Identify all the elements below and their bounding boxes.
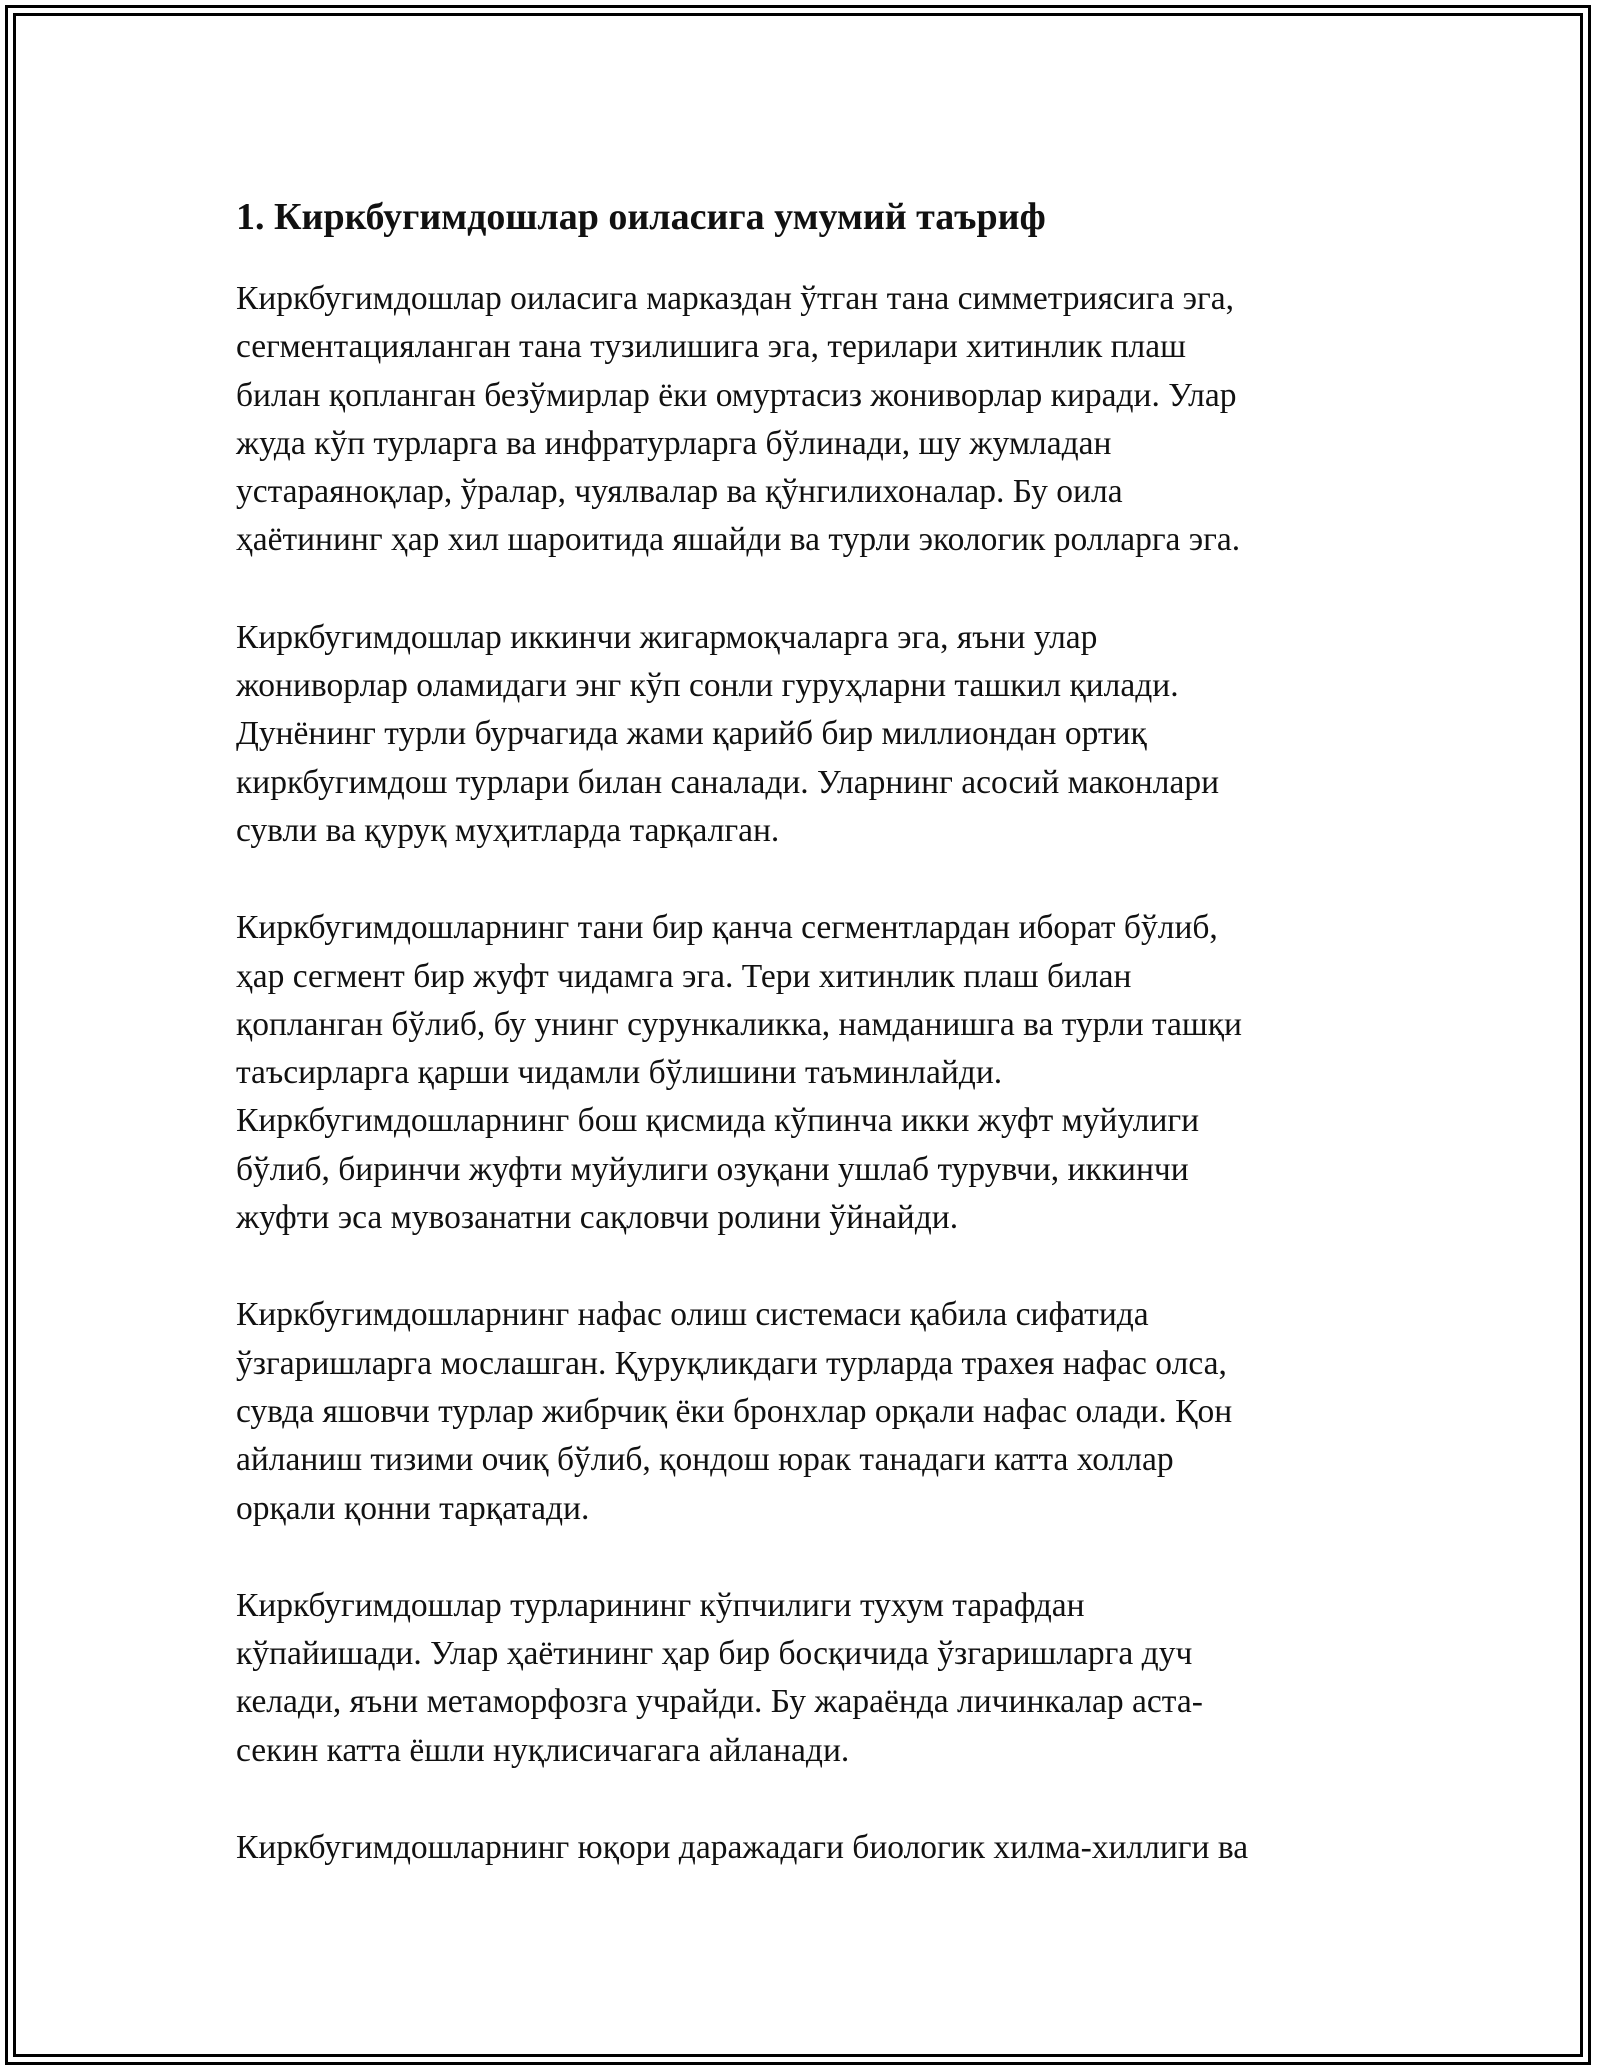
paragraph-line: кўпайишади. Улар ҳаётининг ҳар бир босқичида ўзгаришларга дуч — [236, 1635, 1193, 1673]
paragraph-line: Киркбугимдошларнинг бош қисмида кўпинча икки жуфт муйулиги — [236, 1102, 1200, 1140]
paragraph-line: айланиш тизими очиқ бўлиб, қондош юрак танадаги катта холлар — [236, 1441, 1174, 1479]
paragraph-line: Киркбугимдошларнинг тани бир қанча сегментлардан иборат бўлиб, — [236, 909, 1218, 947]
document-body — [236, 186, 1356, 1872]
paragraph-line: ҳар сегмент бир жуфт чидамга эга. Тери хитинлик плаш билан — [236, 957, 1132, 995]
paragraph-line: Киркбугимдошлар иккинчи жигармоқчаларга эга, яъни улар — [236, 618, 1098, 656]
paragraph-line: сегментацияланган тана тузилишига эга, терилари хитинлик плаш — [236, 328, 1186, 366]
paragraph-line: жуфти эса мувозанатни сақловчи ролини ўйнайди. — [236, 1199, 959, 1237]
paragraph-line: секин катта ёшли нуқлисичагага айланади. — [236, 1731, 850, 1769]
paragraph-line: орқали қонни тарқатади. — [236, 1489, 590, 1527]
paragraph-4 — [236, 1291, 1356, 1532]
paragraph-line: ҳаётининг ҳар хил шароитида яшайди ва турли экологик ролларга эга. — [236, 521, 1241, 559]
paragraph-6 — [236, 1824, 1356, 1872]
paragraph-5 — [236, 1582, 1356, 1775]
paragraph-line: сувда яшовчи турлар жибрчиқ ёки бронхлар орқали нафас олади. Қон — [236, 1392, 1233, 1430]
paragraph-line: устараяноқлар, ўралар, чуялвалар ва қўнгилихоналар. Бу оила — [236, 473, 1123, 511]
paragraph-line: Киркбугимдошлар оиласига марказдан ўтган тана симметриясига эга, — [236, 280, 1234, 317]
paragraph-line: сувли ва қуруқ муҳитларда тарқалган. — [236, 811, 780, 849]
paragraph-line: бўлиб, биринчи жуфти муйулиги озуқани ушлаб турувчи, иккинчи — [236, 1150, 1189, 1188]
paragraph-line: Киркбугимдошлар турларининг кўпчилиги тухум тарафдан — [236, 1586, 1085, 1624]
paragraph-line: қопланган бўлиб, бу унинг сурункаликка, намданишга ва турли ташқи — [236, 1005, 1242, 1043]
paragraph-line: келади, яъни метаморфозга учрайди. Бу жараёнда личинкалар аста- — [236, 1683, 1203, 1721]
paragraph-line: киркбугимдош турлари билан саналади. Уларнинг асосий маконлари — [236, 763, 1219, 801]
paragraph-line: Киркбугимдошларнинг нафас олиш системаси қабила сифатида — [236, 1296, 1149, 1334]
paragraph-line: таъсирларга қарши чидамли бўлишини таъминлайди. — [236, 1054, 1003, 1092]
paragraph-line: жуда кўп турларга ва инфратурларга бўлинади, шу жумладан — [236, 424, 1112, 462]
paragraph-1 — [236, 275, 1356, 565]
paragraph-line: жониворлар оламидаги энг кўп сонли гуруҳларни ташкил қилади. — [236, 667, 1179, 705]
paragraph-line: ўзгаришларга мослашган. Қуруқликдаги турларда трахея нафас олса, — [236, 1344, 1227, 1382]
paragraph-2 — [236, 614, 1356, 855]
paragraph-line: Дунёнинг турли бурчагида жами қарийб бир миллиондан ортиқ — [236, 715, 1147, 753]
paragraph-3 — [236, 904, 1356, 1242]
section-heading: 1. Киркбугимдошлар оиласига умумий таъриф — [236, 196, 1046, 238]
paragraph-line: Киркбугимдошларнинг юқори даражадаги биологик хилма-хиллиги ва — [236, 1829, 1249, 1867]
paragraph-line: билан қопланган безўмирлар ёки омуртасиз жониворлар киради. Улар — [236, 376, 1237, 414]
